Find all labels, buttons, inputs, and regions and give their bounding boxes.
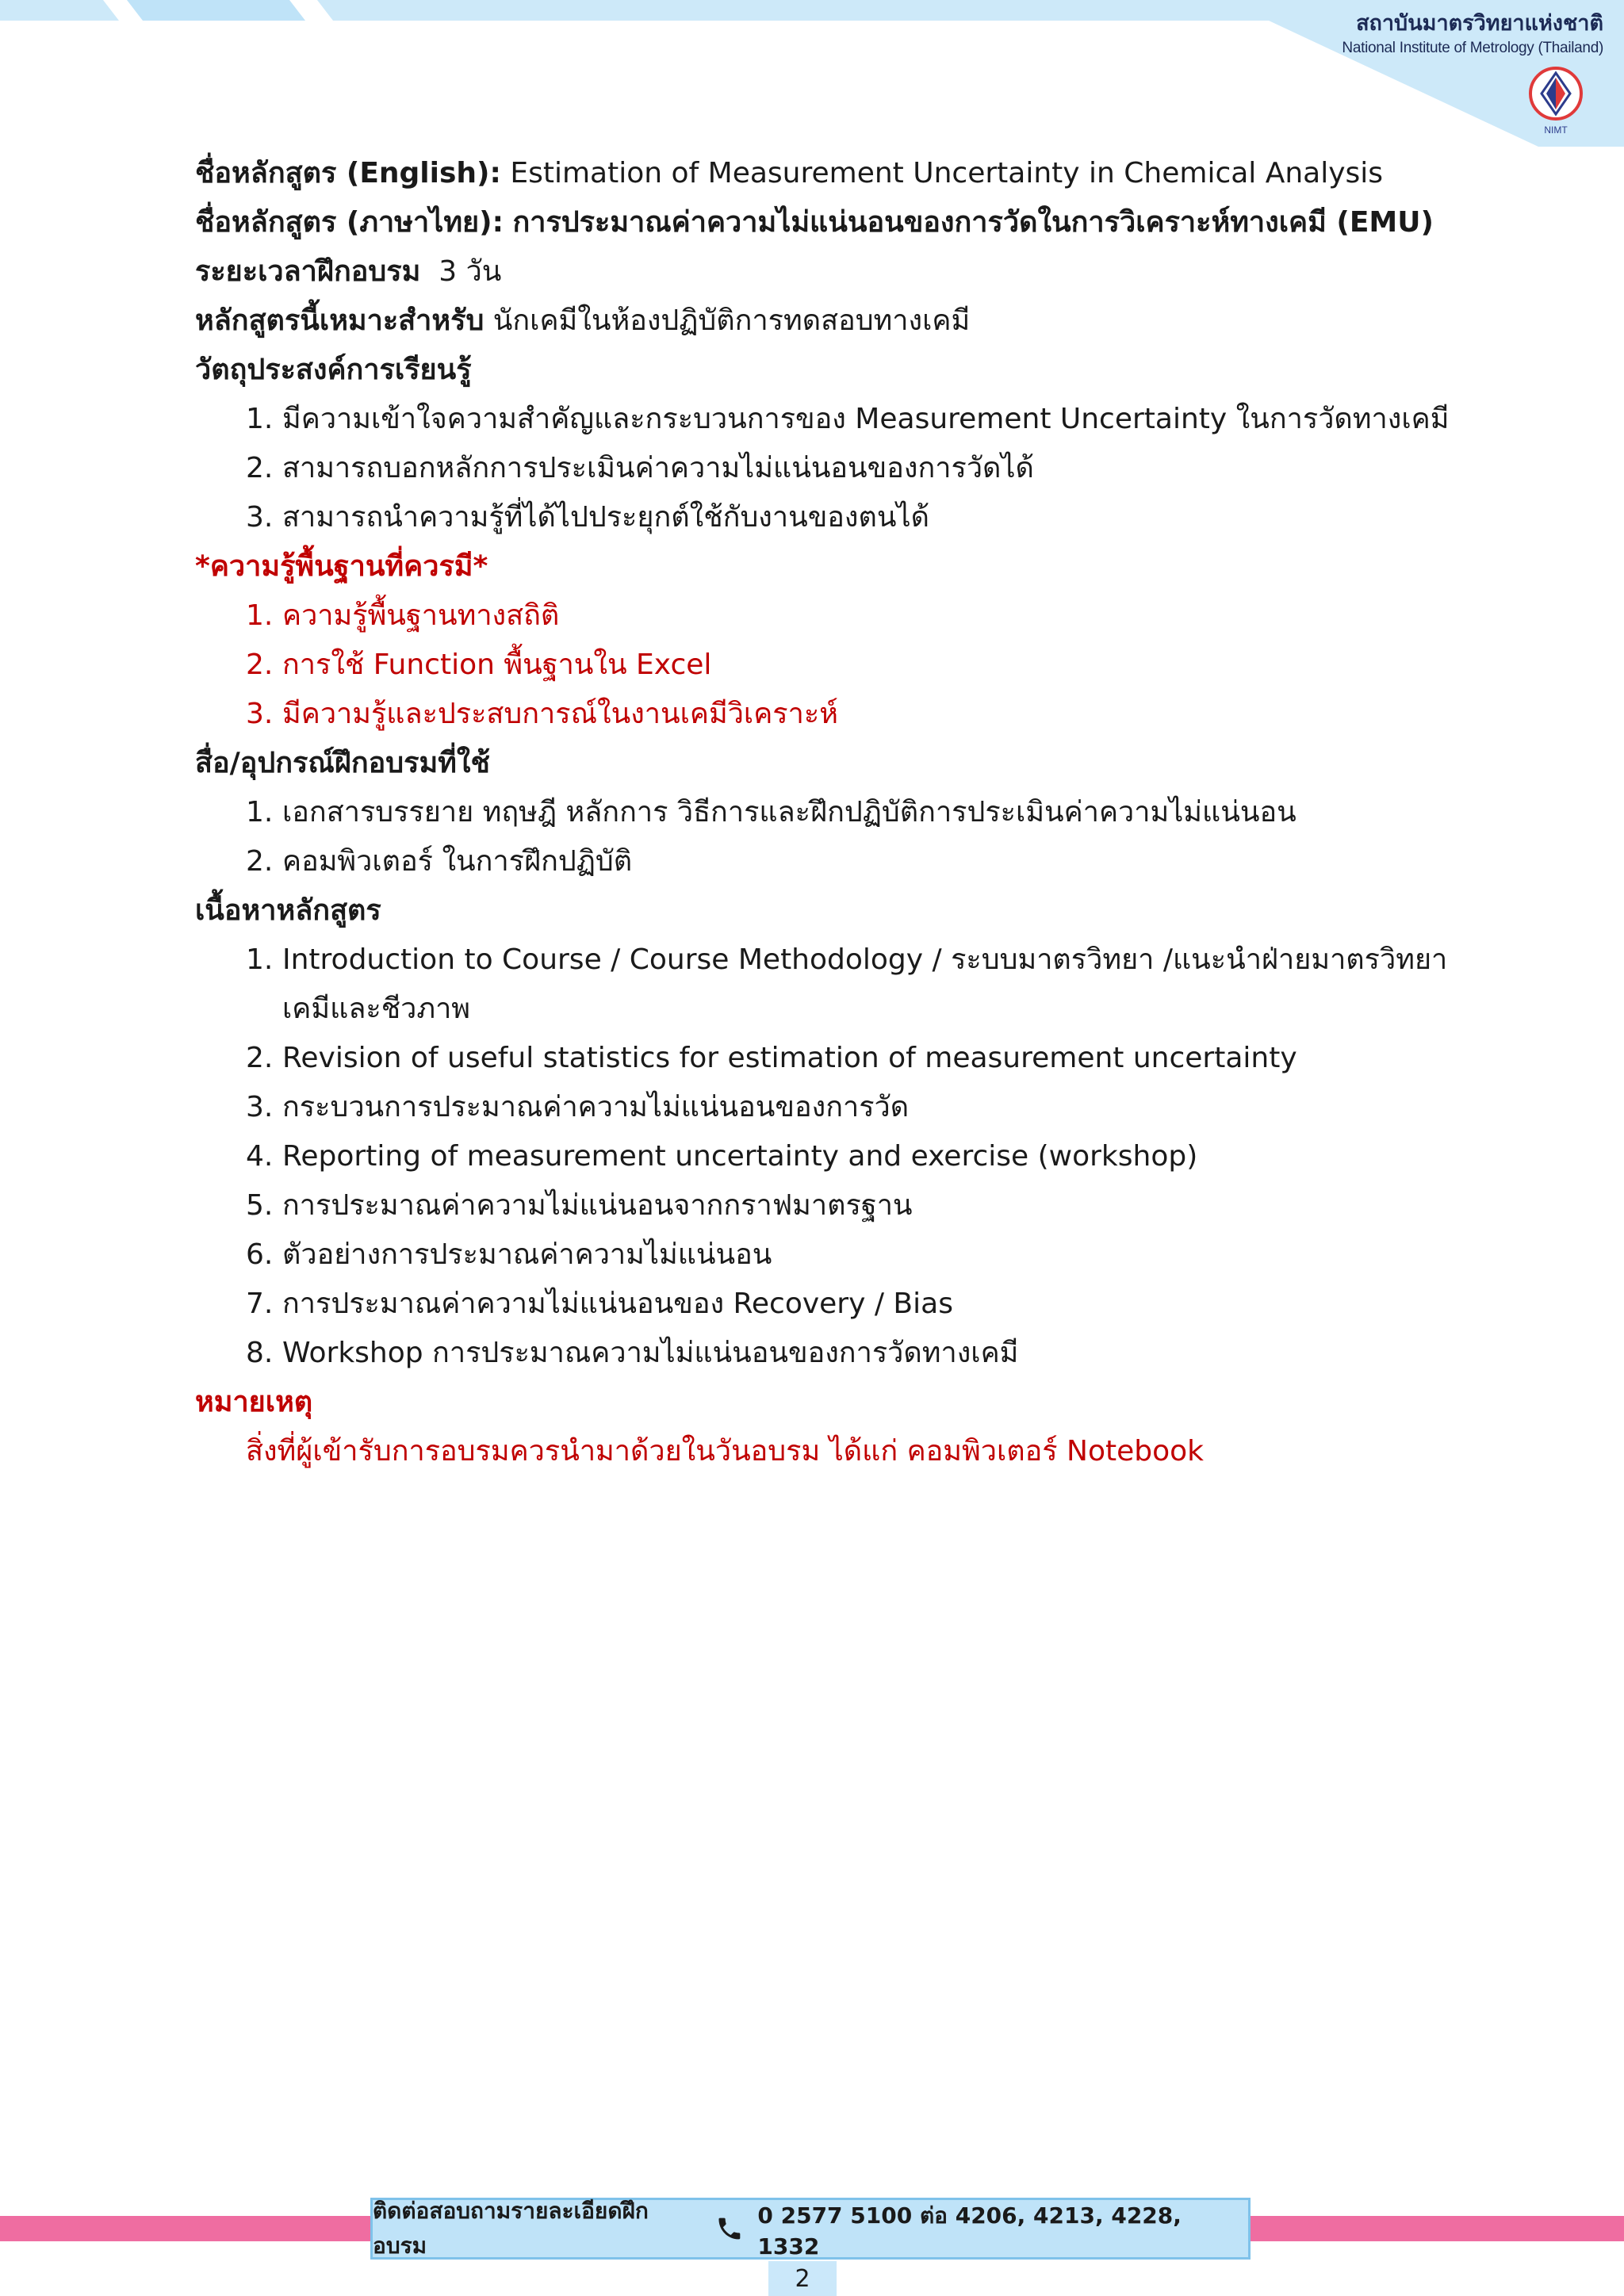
- list-text: สามารถบอกหลักการประเมินค่าความไม่แน่นอนของการวัดได้: [282, 452, 1034, 484]
- list-text-continued: เคมีและชีวภาพ: [282, 993, 471, 1025]
- list-item: [195, 1230, 1432, 1280]
- content-heading: เนื้อหาหลักสูตร: [195, 894, 381, 927]
- list-item: [195, 444, 1432, 493]
- list-text: คอมพิวเตอร์ ในการฝึกปฏิบัติ: [282, 845, 633, 878]
- note-text: สิ่งที่ผู้เข้ารับการอบรมควรนำมาด้วยในวันอบรม ได้แก่ คอมพิวเตอร์ Notebook: [246, 1435, 1205, 1468]
- materials-list: [195, 788, 1432, 886]
- course-name-english-label: ชื่อหลักสูตร (English):: [195, 157, 501, 189]
- course-duration-value: 3 วัน: [439, 255, 502, 288]
- course-name-english: [195, 149, 1432, 198]
- list-number: 2.: [246, 649, 274, 681]
- prerequisites-heading: *ความรู้พื้นฐานที่ควรมี*: [195, 550, 488, 583]
- contact-phone: 0 2577 5100 ต่อ 4206, 4213, 4228, 1332: [757, 2202, 1182, 2260]
- content-list: [195, 936, 1448, 1378]
- note-heading: หมายเหตุ: [195, 1386, 313, 1418]
- list-item: [195, 591, 1432, 641]
- list-text: Reporting of measurement uncertainty and exercise (workshop): [282, 1140, 1198, 1173]
- course-audience-value: นักเคมีในห้องปฏิบัติการทดสอบทางเคมี: [492, 304, 971, 337]
- list-number: 3.: [246, 698, 274, 730]
- list-item: [195, 690, 1432, 739]
- list-item: [195, 788, 1432, 837]
- objectives-list: [195, 395, 1450, 542]
- list-number: 3.: [246, 1091, 274, 1123]
- course-name-thai-value: การประมาณค่าความไม่แน่นอนของการวัดในการวิเคราะห์ทางเคมี (EMU): [512, 206, 1434, 239]
- list-number: 3.: [246, 501, 274, 534]
- materials-heading: สื่อ/อุปกรณ์ฝึกอบรมที่ใช้: [195, 747, 490, 779]
- list-item: [195, 1280, 1432, 1329]
- list-number: 2.: [246, 452, 274, 484]
- list-number: 8.: [246, 1337, 274, 1369]
- objectives-heading: วัตถุประสงค์การเรียนรู้: [195, 354, 472, 386]
- organization-name: [1342, 10, 1603, 59]
- list-item: [195, 1181, 1432, 1230]
- list-text: Revision of useful statistics for estimation of measurement uncertainty: [282, 1042, 1297, 1074]
- header-stripe-2: [127, 0, 305, 21]
- list-number: 1.: [246, 599, 274, 632]
- list-number: 4.: [246, 1140, 274, 1173]
- list-text: การใช้ Function พื้นฐานใน Excel: [282, 649, 712, 681]
- document-body: [195, 149, 1450, 1476]
- contact-box: [370, 2198, 1251, 2260]
- list-number: 1.: [246, 796, 274, 828]
- nimt-logo-icon: [1518, 62, 1594, 138]
- org-name-english: National Institute of Metrology (Thailand): [1342, 40, 1603, 56]
- list-item: [195, 1329, 1432, 1378]
- course-duration-label: ระยะเวลาฝึกอบรม: [195, 255, 421, 288]
- list-number: 2.: [246, 1042, 274, 1074]
- list-text: Workshop การประมาณความไม่แน่นอนของการวัดทางเคมี: [282, 1337, 1019, 1369]
- list-item: [195, 1034, 1432, 1083]
- org-name-thai: สถาบันมาตรวิทยาแห่งชาติ: [1356, 11, 1603, 36]
- list-item: [195, 1083, 1432, 1132]
- course-audience: [195, 297, 1432, 346]
- phone-icon: [715, 2214, 744, 2243]
- list-text: การประมาณค่าความไม่แน่นอนจากกราฟมาตรฐาน: [282, 1189, 913, 1222]
- logo-text: NIMT: [1544, 124, 1568, 136]
- page-number: 2: [768, 2261, 837, 2296]
- list-text: กระบวนการประมาณค่าความไม่แน่นอนของการวัด: [282, 1091, 910, 1123]
- list-text: มีความเข้าใจความสำคัญและกระบวนการของ Measurement Uncertainty ในการวัดทางเคมี: [282, 403, 1450, 435]
- list-item: [195, 395, 1450, 444]
- list-number: 1.: [246, 403, 274, 435]
- list-text: ตัวอย่างการประมาณค่าความไม่แน่นอน: [282, 1238, 772, 1271]
- list-item: [195, 493, 1432, 542]
- list-number: 1.: [246, 943, 274, 976]
- list-number: 2.: [246, 845, 274, 878]
- contact-label: ติดต่อสอบถามรายละเอียดฝึกอบรม: [373, 2198, 649, 2259]
- course-duration: [195, 247, 1432, 297]
- list-text: สามารถนำความรู้ที่ได้ไปประยุกต์ใช้กับงานของตนได้: [282, 501, 929, 534]
- course-name-english-value: Estimation of Measurement Uncertainty in Chemical Analysis: [510, 157, 1384, 189]
- list-text: มีความรู้และประสบการณ์ในงานเคมีวิเคราะห์: [282, 698, 838, 730]
- list-item: [195, 1132, 1432, 1181]
- list-text: เอกสารบรรยาย ทฤษฎี หลักการ วิธีการและฝึกปฏิบัติการประเมินค่าความไม่แน่นอน: [282, 796, 1297, 828]
- list-number: 6.: [246, 1238, 274, 1271]
- list-number: 7.: [246, 1288, 274, 1320]
- list-text: การประมาณค่าความไม่แน่นอนของ Recovery / Bias: [282, 1288, 953, 1320]
- list-item: [195, 837, 1432, 886]
- course-audience-label: หลักสูตรนี้เหมาะสำหรับ: [195, 304, 485, 337]
- prerequisites-list: [195, 591, 1432, 739]
- list-text: Introduction to Course / Course Methodology / ระบบมาตรวิทยา /แนะนำฝ่ายมาตรวิทยา: [282, 943, 1448, 976]
- list-item: [195, 641, 1432, 690]
- course-name-thai: [195, 198, 1432, 247]
- list-text: ความรู้พื้นฐานทางสถิติ: [282, 599, 560, 632]
- list-item: [195, 936, 1448, 1034]
- list-number: 5.: [246, 1189, 274, 1222]
- course-name-thai-label: ชื่อหลักสูตร (ภาษาไทย):: [195, 206, 504, 239]
- header-stripe-1: [0, 0, 119, 21]
